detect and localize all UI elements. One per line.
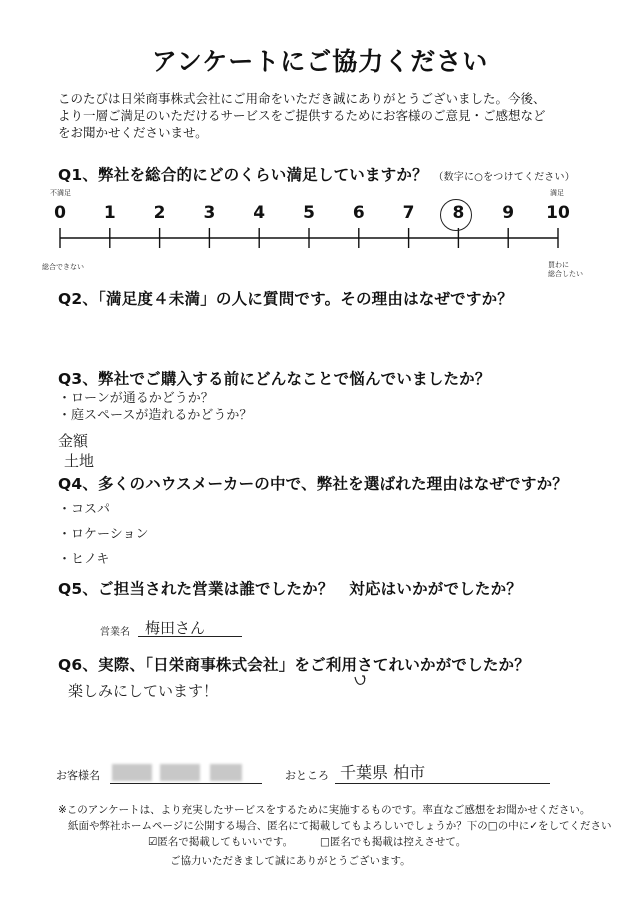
- q5-sales-label: 営業名: [100, 627, 130, 638]
- address-label: おところ: [285, 769, 329, 782]
- customer-name-label: お客様名: [56, 769, 100, 782]
- redacted-name-3: [210, 764, 242, 781]
- q1-scale-5: 5: [303, 203, 315, 223]
- footer-thanks: ご協力いただきまして誠にありがとうございます。: [170, 855, 411, 867]
- address-underline: [335, 783, 550, 784]
- q1-low-label-top: 不満足: [50, 189, 71, 197]
- q1-text: Q1、弊社を総合的にどのくらい満足していますか？: [58, 166, 428, 184]
- customer-name-underline: [110, 783, 262, 784]
- q4-question: Q4、多くのハウスメーカーの中で、弊社を選ばれた理由はなぜですか？: [58, 475, 568, 493]
- q6-question: Q6、実際、「日栄商事株式会社」をご利用さてれいかがでしたか？: [58, 656, 530, 674]
- q1-scale-4: 4: [253, 203, 266, 223]
- q3-answer-3: 金額: [58, 432, 89, 450]
- q3-answer-4: 土地: [64, 452, 95, 470]
- q1-scale-2: 2: [153, 203, 166, 223]
- anonymous-ok-option: ☑匿名で掲載してもいいです。: [148, 836, 294, 848]
- q4-answer-2: ・ロケーション: [58, 527, 149, 542]
- footer-note-1: ※このアンケートは、より充実したサービスをするために実施するものです。率直なご感想をお聞かせください。: [58, 804, 591, 816]
- q1-scale-7: 7: [402, 203, 415, 223]
- footer-note-2: 紙面や弊社ホームページに公開する場合、匿名にて掲載してもよろしいでしょうか？下の□の中に✓をしてください: [68, 820, 612, 832]
- q1-scale-9: 9: [502, 203, 515, 223]
- q1-selected-circle: [440, 199, 472, 231]
- q1-high-label-top: 満足: [550, 189, 564, 197]
- q1-scale-0: 0: [54, 203, 66, 223]
- intro-line-1: このたびは日栄商事株式会社にご用命をいただき誠にありがとうございました。今後、: [58, 91, 546, 106]
- q2-question: Q2、「満足度４未満」の人に質問です。その理由はなぜですか？: [58, 290, 513, 308]
- q1-scale-1: 1: [103, 203, 116, 223]
- q1-note: （数字に○をつけてください）: [433, 172, 575, 183]
- redacted-name-2: [160, 764, 200, 781]
- q1-question: [58, 163, 575, 185]
- intro-line-2: より一層ご満足のいただけるサービスをご提供するためにお客様のご意見・ご感想など: [58, 108, 546, 123]
- q1-high-label-bottom-2: 総合したい: [548, 270, 583, 278]
- correction-mark-icon: [352, 673, 370, 689]
- q4-answer-3: ・ヒノキ: [58, 552, 110, 567]
- q4-answer-1: ・コスパ: [58, 502, 111, 517]
- q1-scale-line: [50, 225, 580, 265]
- anonymous-ng-option: □匿名でも掲載は控えさせて。: [320, 836, 467, 848]
- q1-scale-10: 10: [546, 203, 570, 223]
- redacted-name-1: [112, 764, 152, 781]
- q3-answer-2: ・庭スペースが造れるかどうか？: [58, 408, 253, 423]
- q3-answer-1: ・ローンが通るかどうか？: [58, 391, 214, 406]
- q1-scale-3: 3: [203, 203, 216, 223]
- q5-question: Q5、ご担当された営業は誰でしたか？ 対応はいかがでしたか？: [58, 580, 522, 598]
- q5-answer: 梅田さん: [145, 619, 206, 637]
- q1-high-label-bottom-1: 買わに: [548, 261, 569, 269]
- q3-question: Q3、弊社でご購入する前にどんなことで悩んでいましたか？: [58, 370, 491, 388]
- address-value: 千葉県 柏市: [340, 763, 426, 782]
- q6-answer: 楽しみにしています！: [68, 682, 219, 700]
- q1-low-label-bottom: 総合できない: [42, 263, 84, 271]
- q1-scale-8: 8: [452, 203, 465, 223]
- q1-scale-6: 6: [352, 203, 365, 223]
- q5-underline: [138, 636, 242, 637]
- page-title: アンケートにご協力ください: [151, 47, 489, 76]
- intro-line-3: をお聞かせくださいませ。: [58, 125, 208, 140]
